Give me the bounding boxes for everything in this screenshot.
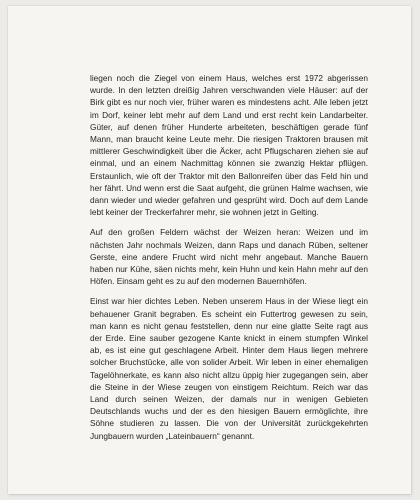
paragraph-2: Auf den großen Feldern wächst der Weizen heran: Weizen und im nächsten Jahr nochmals Weizen, dann Raps und danach Rüben, seltener Gerste, eine andere Frucht wird nicht mehr angebaut. Manche Bauern haben nur Kühe, säen nichts mehr, kein Huhn und kein Hahn mehr auf den Höfen. Einsam geht es zu auf den modernen Bauernhöfen. (90, 227, 368, 287)
page-sheet (8, 6, 411, 494)
paragraph-3: Einst war hier dichtes Leben. Neben unserem Haus in der Wiese liegt ein behauener Granit begraben. Es scheint ein Futtertrog gewesen zu sein, man kann es nicht genau feststellen, denn nur eine glatte Seite ragt aus der Erde. Eine sauber gezogene Kante knickt in einem stumpfen Winkel ab, es ist eine gut geschlagene Arbeit. Hinter dem Haus liegen mehrere solcher Bruchstücke, alle von solider Arbeit. Wir leben in einer ehemaligen Tagelöhnerkate, es kann also nicht allzu üppig hier zugegangen sein, aber die Steine in der Wiese zeugen von einstigem Reichtum. Reich war das Land durch seinen Weizen, der damals nur in wenigen Gebieten Deutschlands wuchs und der es den hiesigen Bauern ermöglichte, ihre Söhne studieren zu lassen. Die von der Universität zurückgekehrten Jungbauern wurden „Lateinbauern“ genannt. (90, 296, 368, 441)
body-text (90, 72, 368, 442)
paragraph-1: liegen noch die Ziegel von einem Haus, welches erst 1972 abgerissen wurde. In den letzten dreißig Jahren verschwanden viele Häuser: auf der Birk gibt es nur noch vier, früher waren es mindestens acht. Alle leben jetzt im Dorf, keiner lebt mehr auf dem Land und erst recht kein Landarbeiter. Güter, auf denen früher Hunderte arbeiteten, beschäftigen gerade fünf Mann, man braucht keine Leute mehr. Die riesigen Traktoren brausen mit mittlerer Geschwindigkeit über die Äcker, acht Pflugscharen ziehen sie auf einmal, und an einem Nachmittag können sie zwanzig Hektar pflügen. Erstaunlich, wie oft der Traktor mit den Ballonreifen über das Feld hin und her fährt. Und wenn erst die Saat aufgeht, die grünen Halme wachsen, wie dann wieder und wieder gefahren und gesprüht wird. Doch auf dem Lande lebt keiner der Treckerfahrer mehr, sie wohnen jetzt in Gelting. (90, 73, 368, 218)
